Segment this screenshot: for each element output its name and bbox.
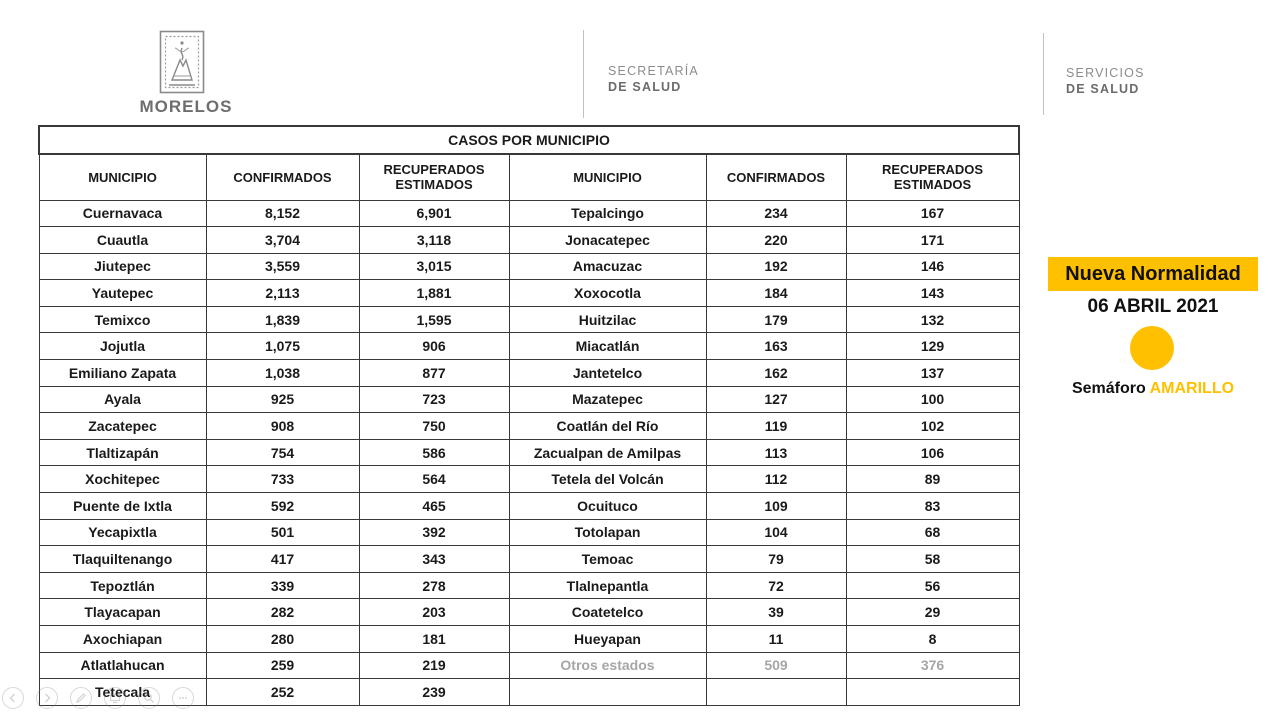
confirmados-cell: 39	[706, 599, 846, 626]
confirmados-cell: 179	[706, 306, 846, 333]
municipio-cell: Temoac	[509, 546, 706, 573]
confirmados-cell: 282	[206, 599, 359, 626]
municipio-cell: Jonacatepec	[509, 227, 706, 254]
confirmados-cell: 1,839	[206, 306, 359, 333]
recuperados-cell: 564	[359, 466, 509, 493]
confirmados-cell: 163	[706, 333, 846, 360]
confirmados-cell: 113	[706, 439, 846, 466]
table-row	[39, 572, 1019, 599]
confirmados-cell: 733	[206, 466, 359, 493]
recuperados-cell: 83	[846, 493, 1019, 520]
table-title: CASOS POR MUNICIPIO	[39, 126, 1019, 154]
recuperados-cell: 750	[359, 413, 509, 440]
semaforo-value: AMARILLO	[1149, 380, 1235, 397]
confirmados-cell: 11	[706, 626, 846, 653]
confirmados-cell: 112	[706, 466, 846, 493]
confirmados-cell: 162	[706, 360, 846, 387]
confirmados-cell: 252	[206, 679, 359, 706]
recuperados-cell: 203	[359, 599, 509, 626]
municipio-cell: Huitzilac	[509, 306, 706, 333]
table-row	[39, 386, 1019, 413]
confirmados-cell: 8,152	[206, 200, 359, 227]
confirmados-cell: 509	[706, 652, 846, 679]
recuperados-cell: 392	[359, 519, 509, 546]
municipio-cell: Zacatepec	[39, 413, 206, 440]
recuperados-cell: 278	[359, 572, 509, 599]
confirmados-cell: 192	[706, 253, 846, 280]
table-row	[39, 652, 1019, 679]
recuperados-cell: 465	[359, 493, 509, 520]
recuperados-cell: 906	[359, 333, 509, 360]
slideshow-controls	[2, 687, 194, 709]
confirmados-cell: 79	[706, 546, 846, 573]
table-row	[39, 599, 1019, 626]
municipio-cell: Axochiapan	[39, 626, 206, 653]
municipio-cell: Tlayacapan	[39, 599, 206, 626]
recuperados-cell: 102	[846, 413, 1019, 440]
municipio-cell: Ocuituco	[509, 493, 706, 520]
recuperados-cell: 586	[359, 439, 509, 466]
servicios-line2: DE SALUD	[1066, 82, 1140, 96]
table-row	[39, 493, 1019, 520]
confirmados-cell: 592	[206, 493, 359, 520]
recuperados-cell: 8	[846, 626, 1019, 653]
table-row	[39, 200, 1019, 227]
col-header-municipio-left: MUNICIPIO	[39, 154, 206, 200]
recuperados-cell: 181	[359, 626, 509, 653]
confirmados-cell: 280	[206, 626, 359, 653]
col-header-recuperados-left: RECUPERADOS ESTIMADOS	[359, 154, 509, 200]
pen-icon[interactable]	[70, 687, 92, 709]
report-date: 06 ABRIL 2021	[1087, 296, 1219, 317]
municipio-cell: Atlatlahucan	[39, 652, 206, 679]
municipio-cell: Tetela del Volcán	[509, 466, 706, 493]
col-header-municipio-right: MUNICIPIO	[509, 154, 706, 200]
confirmados-cell: 72	[706, 572, 846, 599]
recuperados-cell: 3,118	[359, 227, 509, 254]
confirmados-cell: 220	[706, 227, 846, 254]
confirmados-cell: 259	[206, 652, 359, 679]
municipio-cell: Tlaltizapán	[39, 439, 206, 466]
confirmados-cell: 127	[706, 386, 846, 413]
municipio-cell: Coatlán del Río	[509, 413, 706, 440]
recuperados-cell: 6,901	[359, 200, 509, 227]
confirmados-cell	[706, 679, 846, 706]
recuperados-cell: 68	[846, 519, 1019, 546]
confirmados-cell: 184	[706, 280, 846, 307]
recuperados-cell: 1,595	[359, 306, 509, 333]
municipio-cell: Temixco	[39, 306, 206, 333]
confirmados-cell: 925	[206, 386, 359, 413]
table-row	[39, 439, 1019, 466]
servicios-de-salud-logo	[1066, 65, 1145, 97]
recuperados-cell: 129	[846, 333, 1019, 360]
municipio-cell: Tlaquiltenango	[39, 546, 206, 573]
recuperados-cell: 58	[846, 546, 1019, 573]
table-row	[39, 466, 1019, 493]
table-row	[39, 519, 1019, 546]
confirmados-cell: 339	[206, 572, 359, 599]
municipio-cell: Zacualpan de Amilpas	[509, 439, 706, 466]
municipio-cell: Jantetelco	[509, 360, 706, 387]
col-header-recuperados-right: RECUPERADOS ESTIMADOS	[846, 154, 1019, 200]
confirmados-cell: 754	[206, 439, 359, 466]
semaforo-label: Semáforo	[1071, 380, 1150, 397]
confirmados-cell: 3,559	[206, 253, 359, 280]
header-divider-right	[1043, 33, 1044, 115]
recuperados-cell: 877	[359, 360, 509, 387]
recuperados-cell: 89	[846, 466, 1019, 493]
recuperados-cell: 143	[846, 280, 1019, 307]
recuperados-cell: 239	[359, 679, 509, 706]
confirmados-cell: 234	[706, 200, 846, 227]
municipio-cell: Yecapixtla	[39, 519, 206, 546]
confirmados-cell: 908	[206, 413, 359, 440]
municipio-cell: Tlalnepantla	[509, 572, 706, 599]
table-row	[39, 333, 1019, 360]
recuperados-cell: 219	[359, 652, 509, 679]
municipio-cell: Cuernavaca	[39, 200, 206, 227]
table-row	[39, 306, 1019, 333]
header-divider-left	[583, 30, 584, 118]
table-row	[39, 227, 1019, 254]
previous-slide-icon[interactable]	[2, 687, 24, 709]
confirmados-cell: 119	[706, 413, 846, 440]
municipio-cell: Puente de Ixtla	[39, 493, 206, 520]
zoom-icon[interactable]	[138, 687, 160, 709]
recuperados-cell: 56	[846, 572, 1019, 599]
confirmados-cell: 1,075	[206, 333, 359, 360]
recuperados-cell: 146	[846, 253, 1019, 280]
recuperados-cell: 137	[846, 360, 1019, 387]
secretaria-line1: SECRETARÍA	[608, 64, 699, 78]
table-row	[39, 546, 1019, 573]
col-header-confirmados-right: CONFIRMADOS	[706, 154, 846, 200]
municipio-cell: Mazatepec	[509, 386, 706, 413]
morelos-logo-label: MORELOS	[139, 97, 233, 116]
casos-table-body	[39, 200, 1019, 705]
recuperados-cell: 343	[359, 546, 509, 573]
municipio-cell: Coatetelco	[509, 599, 706, 626]
municipio-cell: Jojutla	[39, 333, 206, 360]
table-row	[39, 626, 1019, 653]
semaforo-yellow-circle	[1130, 326, 1174, 370]
table-row	[39, 360, 1019, 387]
municipio-cell: Hueyapan	[509, 626, 706, 653]
table-row	[39, 253, 1019, 280]
recuperados-cell: 376	[846, 652, 1019, 679]
servicios-line1: SERVICIOS	[1066, 66, 1145, 80]
recuperados-cell: 132	[846, 306, 1019, 333]
more-options-icon[interactable]	[172, 687, 194, 709]
recuperados-cell: 106	[846, 439, 1019, 466]
recuperados-cell: 100	[846, 386, 1019, 413]
secretaria-line2: DE SALUD	[608, 80, 682, 94]
morelos-coat-of-arms	[159, 30, 205, 99]
recuperados-cell	[846, 679, 1019, 706]
municipio-cell: Totolapan	[509, 519, 706, 546]
municipio-cell: Ayala	[39, 386, 206, 413]
confirmados-cell: 2,113	[206, 280, 359, 307]
confirmados-cell: 417	[206, 546, 359, 573]
municipio-cell: Xoxocotla	[509, 280, 706, 307]
confirmados-cell: 501	[206, 519, 359, 546]
recuperados-cell: 3,015	[359, 253, 509, 280]
confirmados-cell: 3,704	[206, 227, 359, 254]
nueva-normalidad-banner: Nueva Normalidad	[1048, 257, 1258, 291]
recuperados-cell: 29	[846, 599, 1019, 626]
col-header-confirmados-left: CONFIRMADOS	[206, 154, 359, 200]
municipio-cell: Emiliano Zapata	[39, 360, 206, 387]
municipio-cell: Xochitepec	[39, 466, 206, 493]
municipio-cell: Tepoztlán	[39, 572, 206, 599]
recuperados-cell: 171	[846, 227, 1019, 254]
secretaria-de-salud-logo	[608, 63, 699, 95]
municipio-cell: Tepalcingo	[509, 200, 706, 227]
display-icon[interactable]	[104, 687, 126, 709]
municipio-cell: Cuautla	[39, 227, 206, 254]
recuperados-cell: 723	[359, 386, 509, 413]
confirmados-cell: 104	[706, 519, 846, 546]
municipio-cell: Jiutepec	[39, 253, 206, 280]
recuperados-cell: 1,881	[359, 280, 509, 307]
municipio-cell: Miacatlán	[509, 333, 706, 360]
next-slide-icon[interactable]	[36, 687, 58, 709]
semaforo-status	[1048, 380, 1258, 398]
table-row	[39, 280, 1019, 307]
table-row	[39, 413, 1019, 440]
municipio-cell	[509, 679, 706, 706]
casos-por-municipio-table	[38, 125, 1018, 706]
recuperados-cell: 167	[846, 200, 1019, 227]
confirmados-cell: 109	[706, 493, 846, 520]
municipio-cell: Amacuzac	[509, 253, 706, 280]
confirmados-cell: 1,038	[206, 360, 359, 387]
municipio-cell: Otros estados	[509, 652, 706, 679]
municipio-cell: Tetecala	[39, 679, 206, 706]
municipio-cell: Yautepec	[39, 280, 206, 307]
